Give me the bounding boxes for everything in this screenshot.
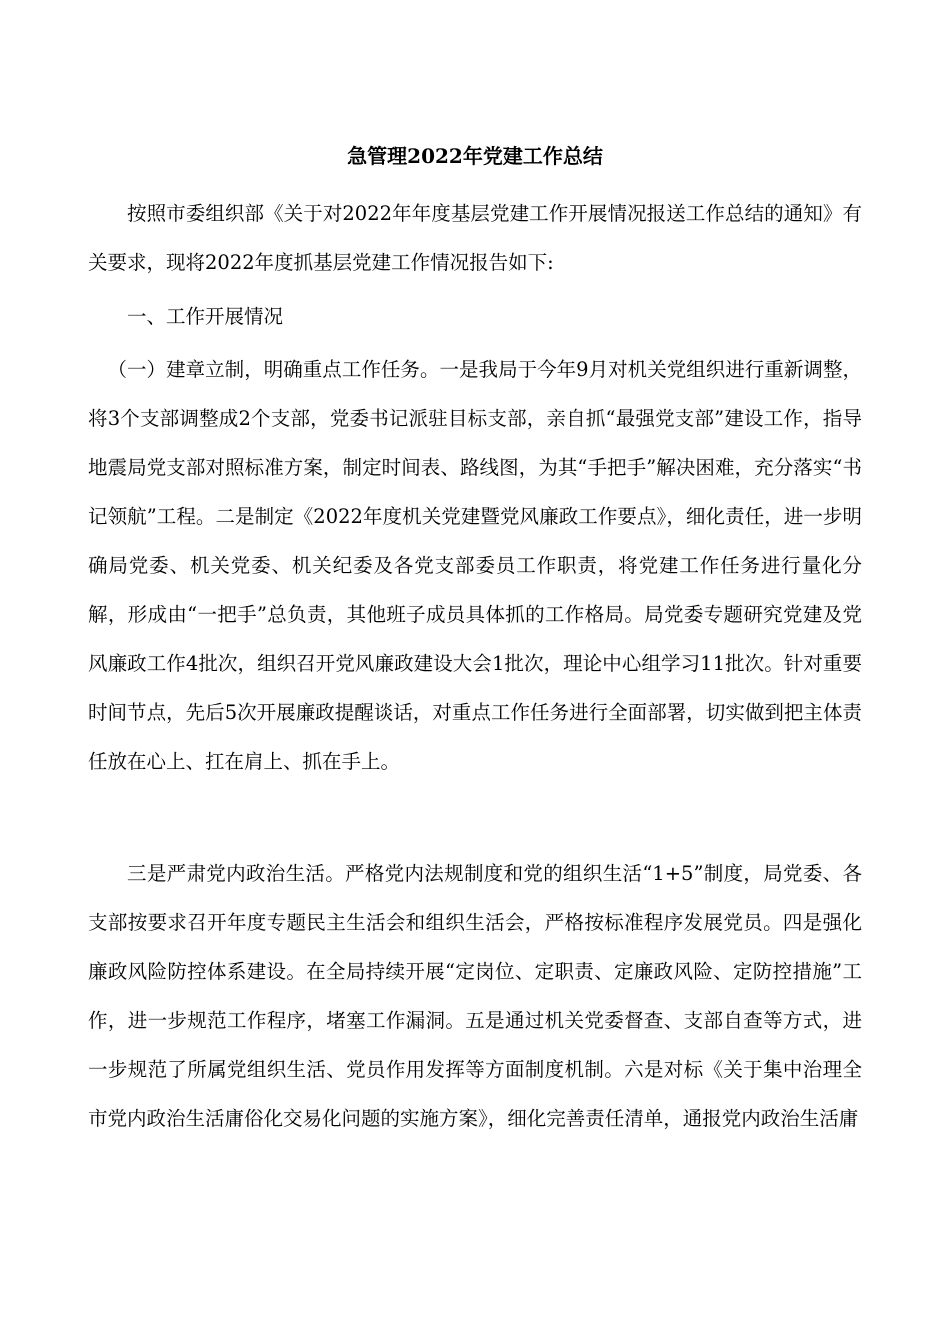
section-heading-block	[88, 292, 862, 341]
intro-paragraph: 按照市委组织部《关于对2022年年度基层党建工作开展情况报送工作总结的通知》有关要求，现将2022年度抓基层党建工作情况报告如下:	[88, 202, 862, 274]
document-title: 急管理2022年党建工作总结	[347, 144, 603, 168]
paragraph-2: 三是严肃党内政治生活。严格党内法规制度和党的组织生活“1+5”制度，局党委、各支部按要求召开年度专题民主生活会和组织生活会，严格按标准程序发展党员。四是强化廉政风险防控体系建设。在全局持续开展“定岗位、定职责、定廉政风险、定防控措施”工作，进一步规范工作程序，堵塞工作漏洞。五是通过机关党委督查、支部自查等方式，进一步规范了所属党组织生活、党员作用发挥等方面制度机制。六是对标《关于集中治理全市党内政治生活庸俗化交易化问题的实施方案》，细化完善责任清单，通报党内政治生活庸	[88, 862, 862, 1130]
section-heading: 一、工作开展情况	[127, 305, 284, 328]
paragraph-1: （一）建章立制，明确重点工作任务。一是我局于今年9月对机关党组织进行重新调整，将3个支部调整成2个支部，党委书记派驻目标支部，亲自抓“最强党支部”建设工作，指导地震局党支部对照标准方案，制定时间表、路线图，为其“手把手”解决困难，充分落实“书记领航”工程。二是制定《2022年度机关党建暨党风廉政工作要点》，细化责任，进一步明确局党委、机关党委、机关纪委及各党支部委员工作职责，将党建工作任务进行量化分解，形成由“一把手”总负责，其他班子成员具体抓的工作格局。局党委专题研究党建及党风廉政工作4批次，组织召开党风廉政建设大会1批次，理论中心组学习11批次。针对重要时间节点，先后5次开展廉政提醒谈话，对重点工作任务进行全面部署，切实做到把主体责任放在心上、扛在肩上、抓在手上。	[88, 358, 862, 773]
paragraph-2-block	[88, 849, 862, 1143]
paragraph-1-block	[88, 345, 862, 786]
intro-block	[88, 189, 862, 287]
